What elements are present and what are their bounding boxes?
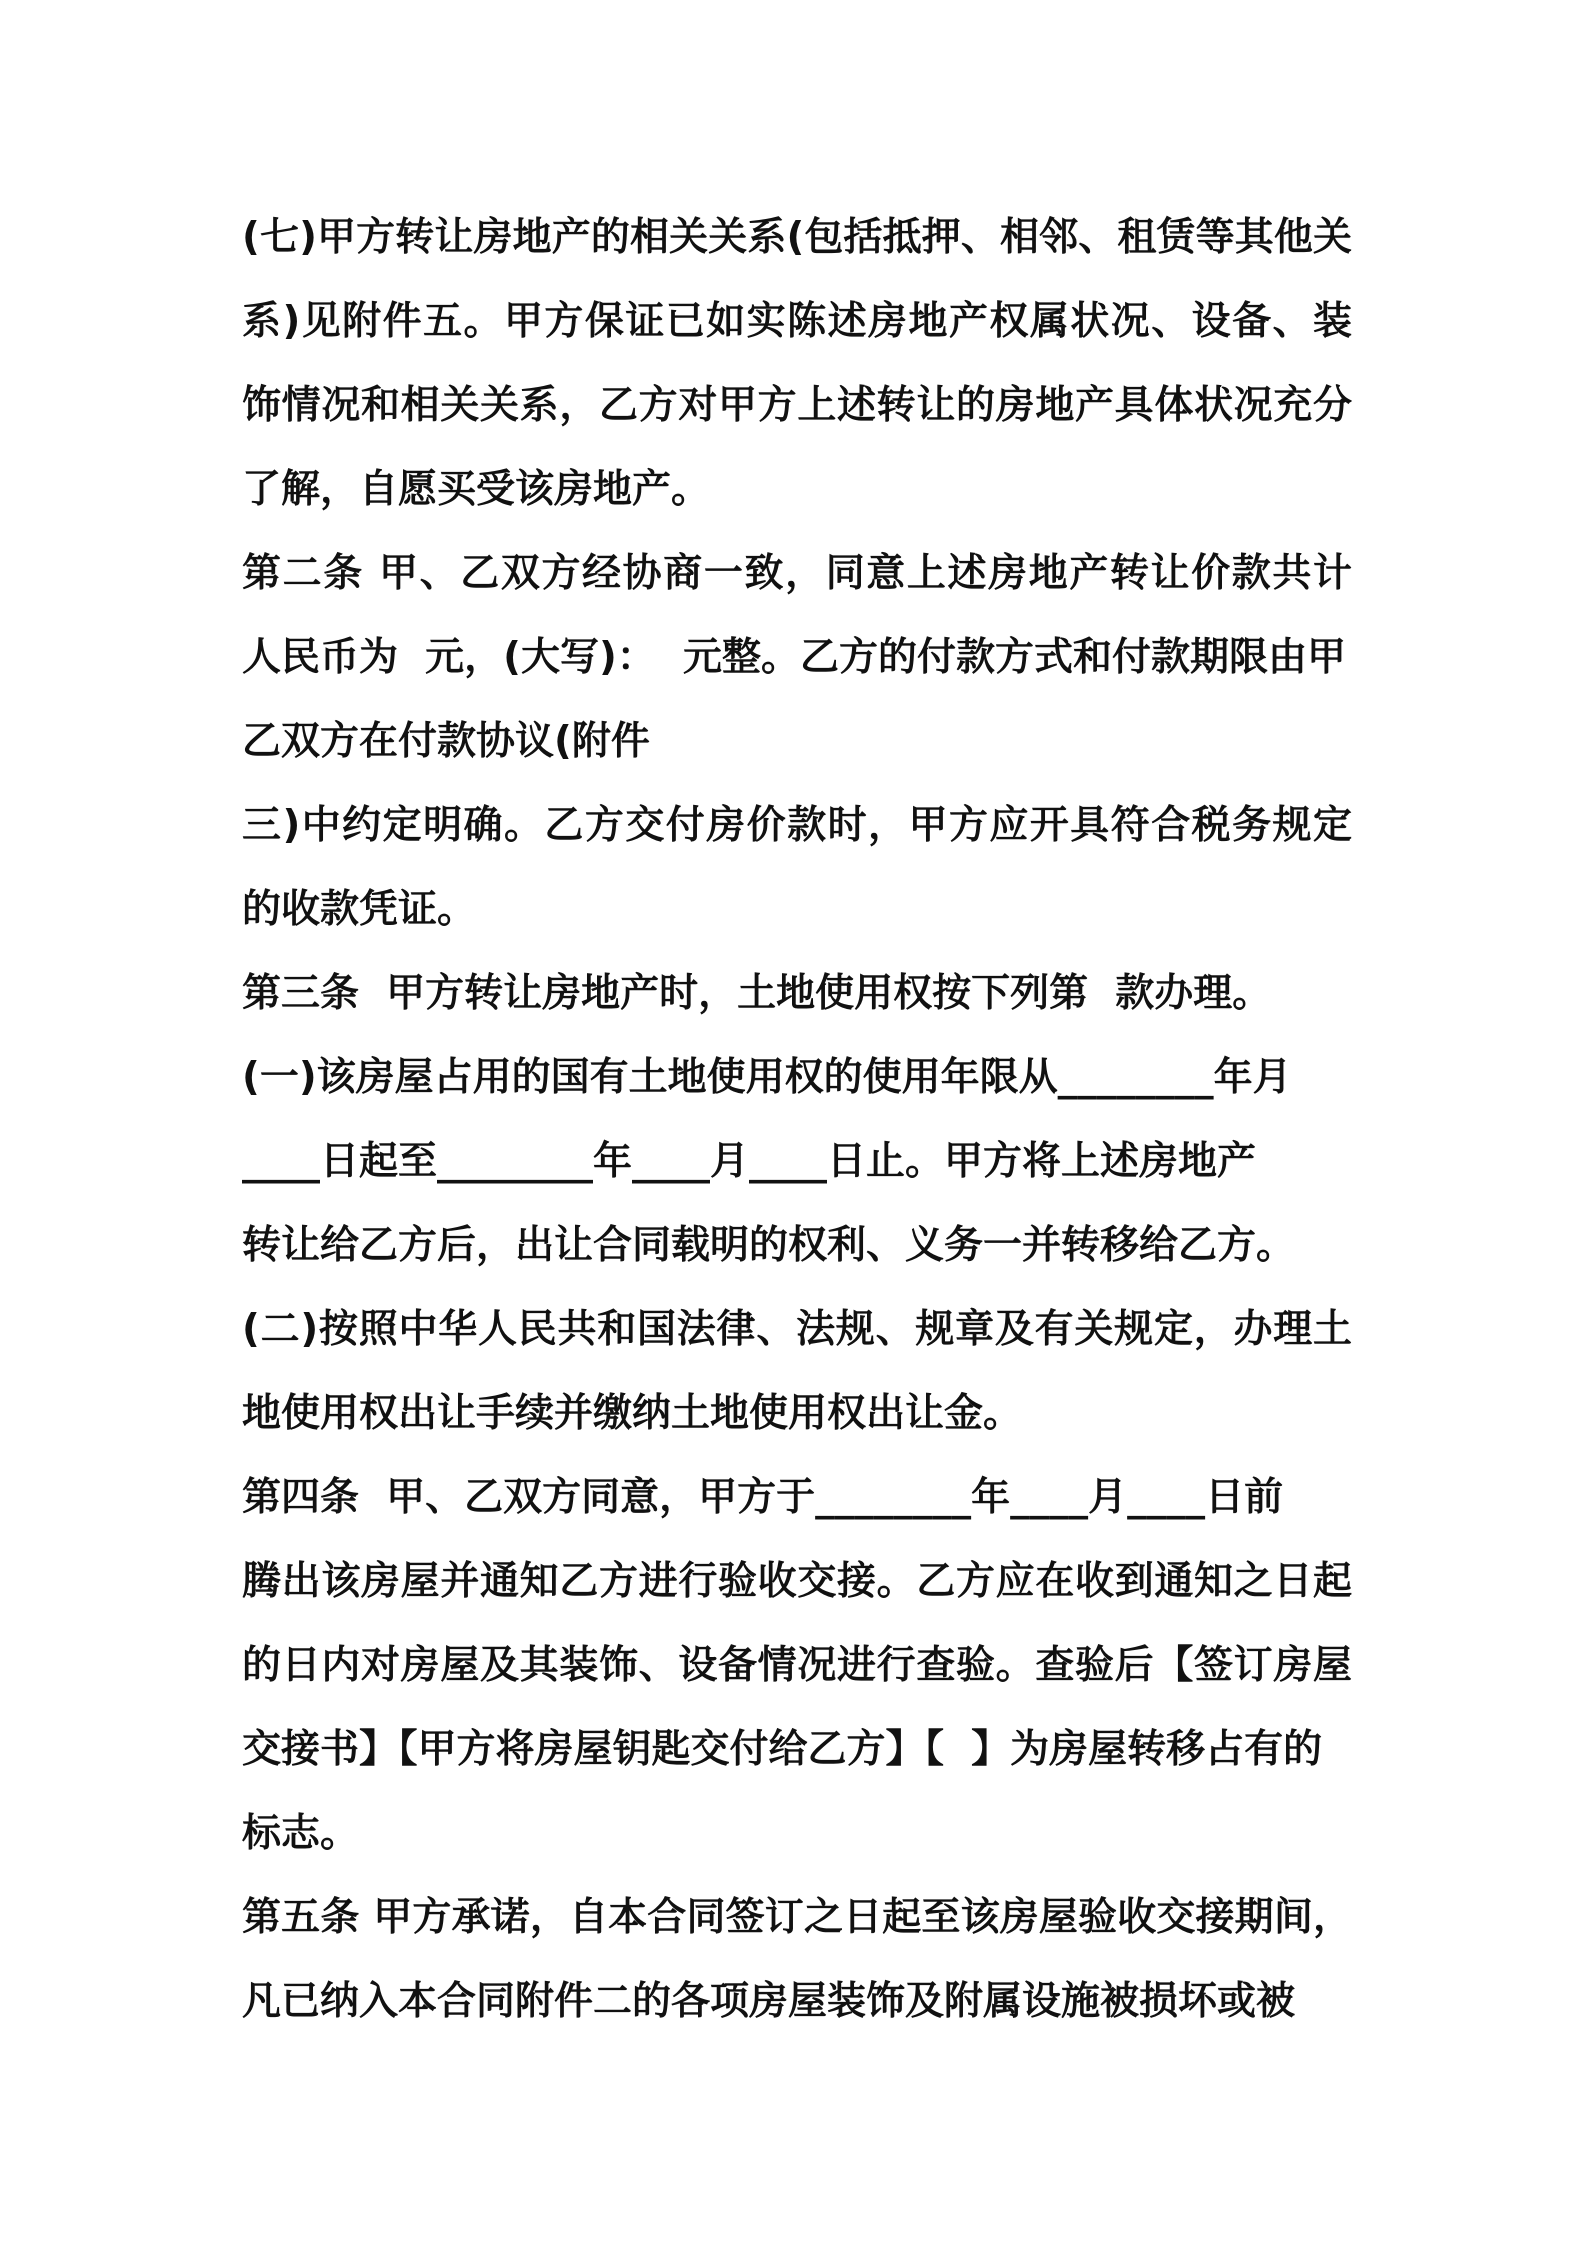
- text-line: 第四条 甲、乙双方同意，甲方于________年____月____日前: [242, 1475, 1284, 1520]
- text-line: (七)甲方转让房地产的相关关系(包括抵押、相邻、租赁等其他关: [242, 215, 1352, 260]
- text-line: 三)中约定明确。乙方交付房价款时，甲方应开具符合税务规定: [242, 803, 1352, 848]
- text-line: 标志。: [242, 1811, 360, 1856]
- text-line: 第三条 甲方转让房地产时，土地使用权按下列第 款办理。: [242, 971, 1272, 1016]
- text-line: 人民币为 元，(大写)： 元整。乙方的付款方式和付款期限由甲: [242, 635, 1346, 680]
- text-line: 第五条 甲方承诺，自本合同签订之日起至该房屋验收交接期间，: [242, 1895, 1352, 1940]
- text-line: ____日起至________年____月____日止。甲方将上述房地产: [242, 1139, 1257, 1184]
- text-line: 地使用权出让手续并缴纳土地使用权出让金。: [242, 1391, 1023, 1436]
- text-line: 凡已纳入本合同附件二的各项房屋装饰及附属设施被损坏或被: [242, 1979, 1296, 2024]
- text-line: 饰情况和相关关系，乙方对甲方上述转让的房地产具体状况充分: [242, 383, 1352, 428]
- text-line: 交接书】【甲方将房屋钥匙交付给乙方】【 】为房屋转移占有的: [242, 1727, 1323, 1772]
- text-line: 系)见附件五。甲方保证已如实陈述房地产权属状况、设备、装: [242, 299, 1352, 344]
- text-line: 的收款凭证。: [242, 887, 477, 932]
- text-line: 了解，自愿买受该房地产。: [242, 467, 711, 512]
- text-line: (二)按照中华人民共和国法律、法规、规章及有关规定，办理土: [242, 1307, 1352, 1352]
- text-line: 的日内对房屋及其装饰、设备情况进行查验。查验后【签订房屋: [242, 1643, 1352, 1688]
- text-line: 第二条 甲、乙双方经协商一致，同意上述房地产转让价款共计: [242, 551, 1352, 596]
- text-line: 腾出该房屋并通知乙方进行验收交接。乙方应在收到通知之日起: [242, 1559, 1352, 1604]
- contract-body-text: [242, 196, 1352, 2044]
- text-line: 转让给乙方后，出让合同载明的权利、义务一并转移给乙方。: [242, 1223, 1296, 1268]
- text-line: (一)该房屋占用的国有土地使用权的使用年限从________年月: [242, 1055, 1292, 1100]
- text-line: 乙双方在付款协议(附件: [242, 719, 650, 764]
